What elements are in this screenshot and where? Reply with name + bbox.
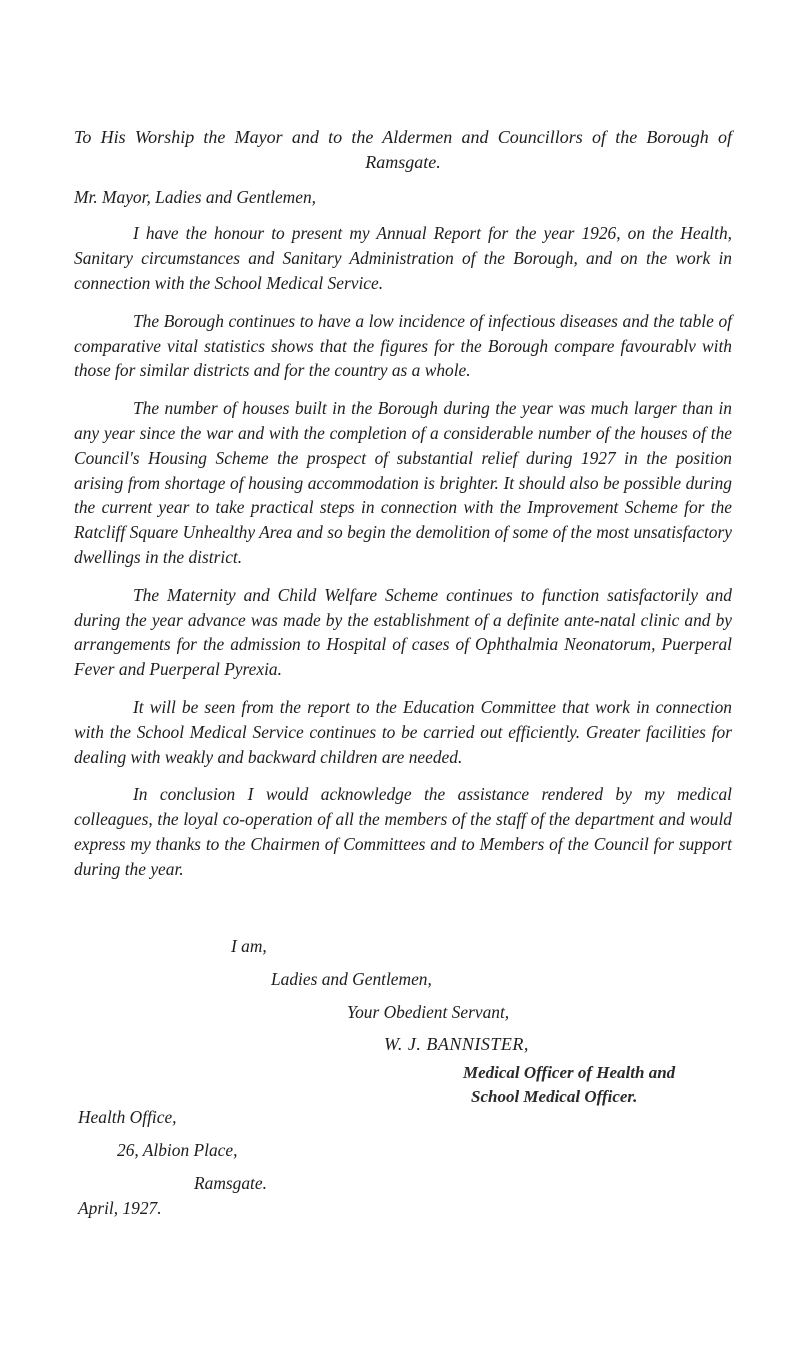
signature: W. J. BANNISTER, xyxy=(384,1034,529,1054)
signatory-title-line2: School Medical Officer. xyxy=(471,1087,638,1106)
closing-obedient-servant: Your Obedient Servant, xyxy=(347,1002,510,1022)
signatory-title xyxy=(463,1061,675,1109)
closing-ladies-gentlemen: Ladies and Gentlemen, xyxy=(271,969,432,989)
office-name: Health Office, xyxy=(78,1107,177,1127)
letter-body xyxy=(74,125,732,895)
signatory-title-line1: Medical Officer of Health and xyxy=(463,1063,676,1082)
paragraph-housing: The number of houses built in the Borough during the year was much larger than in any year since the war and with the completion of a considerable number of the houses of the Council's Housing Scheme the prospect of substantial relief during 1927 in the position arising from shortage of housing accommodation is brighter. It should also be possible during the current year to take practical steps in connection with the Improvement Scheme for the Ratcliff Square Unhealthy Area and so begin the demolition of some of the most unsatisfactory dwellings in the district. xyxy=(74,398,732,567)
letter-date: April, 1927. xyxy=(78,1198,162,1218)
paragraph-school-medical: It will be seen from the report to the Education Committee that work in connection with the School Medical Service continues to be carried out efficiently. Greater facilities for dealing with weakly and backward children are needed. xyxy=(74,696,732,767)
paragraph-annual-report: I have the honour to present my Annual Report for the year 1926, on the Health, Sanitary circumstances and Sanitary Administration of the Borough, and on the work in connection with the School Medical Service. xyxy=(74,223,732,293)
office-street: 26, Albion Place, xyxy=(117,1140,238,1160)
paragraph-conclusion: In conclusion I would acknowledge the assistance rendered by my medical colleagues, the loyal co-operation of all the members of the staff of the department and would express my thanks to the Chairmen of Committees and to Members of the Council for support during the year. xyxy=(74,784,732,879)
paragraph-maternity-welfare: The Maternity and Child Welfare Scheme continues to function satisfactorily and during the year advance was made by the establishment of a definite ante-natal clinic and by arrangements for the admission to Hospital of cases of Ophthalmia Neonatorum, Puerperal Fever and Puerperal Pyrexia. xyxy=(74,584,732,680)
paragraph-infectious-diseases: The Borough continues to have a low incidence of infectious diseases and the table of comparative vital statistics shows that the figures for the Borough compare favourablv with those for similar districts and for the country as a whole. xyxy=(74,310,732,381)
letter-salutation: Mr. Mayor, Ladies and Gentlemen, xyxy=(74,186,316,207)
office-town: Ramsgate. xyxy=(194,1173,267,1193)
closing-i-am: I am, xyxy=(231,936,267,956)
letter-address: To His Worship the Mayor and to the Aldermen and Councillors of the Borough of Ramsgate. xyxy=(74,127,732,172)
